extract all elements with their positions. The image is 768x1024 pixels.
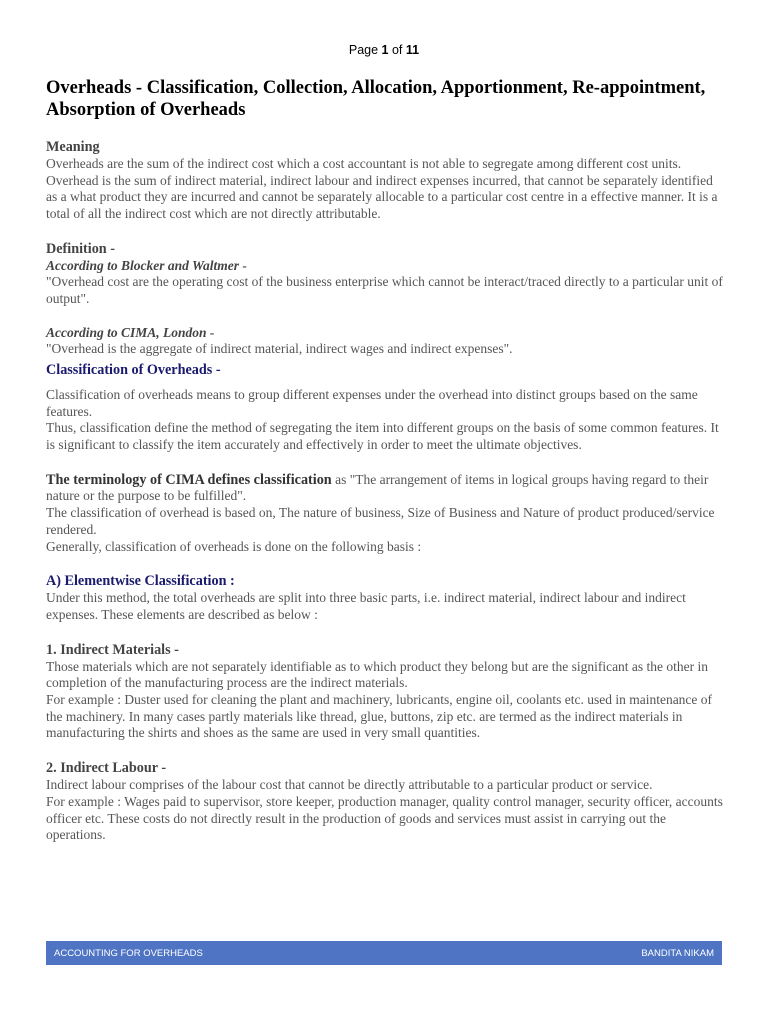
classification-text-2: Thus, classification define the method of segregating the item into different groups on the basis of some common features. It is significant to classify the item accurately and effectively in order to meet the ultimate objectives.	[46, 420, 719, 453]
cima-quote: "Overhead is the aggregate of indirect material, indirect wages and indirect expenses".	[46, 341, 513, 357]
document-body	[46, 77, 726, 844]
blocker-quote: "Overhead cost are the operating cost of the business enterprise which cannot be interact/traced directly to a particular unit of output".	[46, 273, 723, 306]
indirect-labour-text-1: Indirect labour comprises of the labour cost that cannot be directly attributable to a particular product or service.	[46, 777, 653, 793]
cima-definition: The terminology of CIMA defines classification as "The arrangement of items in logical groups having regard to their nature or the purpose to be fulfilled".	[46, 471, 709, 504]
page-title: Overheads - Classification, Collection, Allocation, Apportionment, Re-appointment, Absorption of Overheads	[46, 78, 706, 120]
classification-text-3: The classification of overhead is based on, The nature of business, Size of Business and Nature of product produced/service rendered.	[46, 505, 715, 537]
footer-right-text: BANDITA NIKAM	[641, 947, 714, 959]
blocker-heading: According to Blocker and Waltmer -	[46, 257, 247, 273]
classification-text-1: Classification of overheads means to group different expenses under the overhead into distinct groups based on the same features.	[46, 386, 698, 419]
cima-heading: According to CIMA, London -	[46, 325, 215, 341]
page-footer	[46, 941, 722, 965]
footer-left-text: ACCOUNTING FOR OVERHEADS	[54, 947, 203, 959]
indirect-materials-heading: 1. Indirect Materials -	[46, 641, 179, 658]
classification-text-4: Generally, classification of overheads is done on the following basis :	[46, 538, 422, 554]
indirect-materials-text-1: Those materials which are not separately identifiable as to which product they belong but are the significant as the other in completion of the manufacturing process are the indirect materials.	[46, 658, 709, 691]
page-number: Page 1 of 11	[348, 43, 420, 57]
elementwise-text: Under this method, the total overheads are split into three basic parts, i.e. indirect material, indirect labour and indirect expenses. These elements are described as below :	[46, 590, 686, 622]
meaning-text: Overheads are the sum of the indirect cost which a cost accountant is not able to segregate among different cost units. Overhead is the sum of indirect material, indirect labour and indirect expenses incurred, that cannot be separately identified as a what product they are incurred and cannot be separately allocable to a particular cost centre in a effective manner. It is a total of all the indirect cost which are not directly attributable.	[46, 156, 718, 222]
elementwise-heading: A) Elementwise Classification :	[46, 573, 235, 590]
indirect-materials-text-2: For example : Duster used for cleaning the plant and machinery, lubricants, engine oil, coolants etc. used in maintenance of the machinery. In many cases partly materials like thread, glue, buttons, zip etc. are termed as the indirect materials in manufacturing the shirts and shoes as the same are used in very small quantities.	[46, 692, 713, 741]
classification-heading: Classification of Overheads -	[46, 361, 221, 378]
indirect-labour-heading: 2. Indirect Labour -	[46, 760, 167, 777]
meaning-heading: Meaning	[46, 139, 100, 155]
indirect-labour-text-2: For example : Wages paid to supervisor, store keeper, production manager, quality control manager, security officer, accounts officer etc. These costs do not directly result in the production of goods and services must assist in carrying out the operations.	[46, 793, 723, 843]
definition-heading: Definition -	[46, 240, 115, 257]
